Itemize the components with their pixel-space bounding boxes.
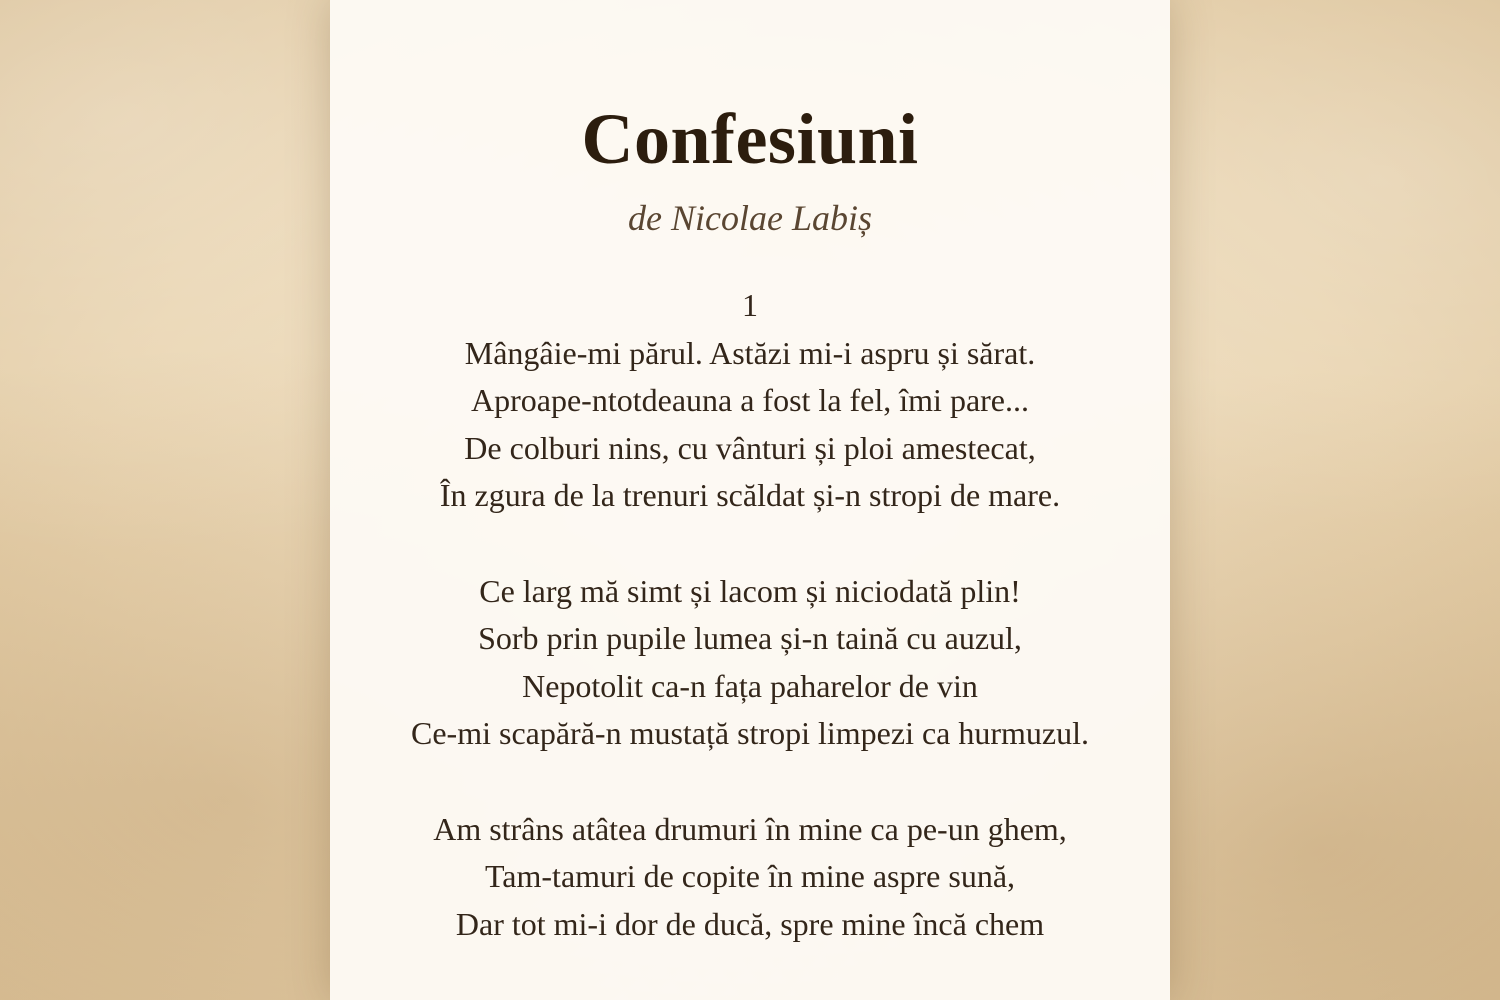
poem-body bbox=[330, 282, 1170, 948]
verse-line: Sorb prin pupile lumea și-n taină cu auzul, bbox=[478, 620, 1022, 657]
stanza-3 bbox=[330, 806, 1170, 949]
verse-line: Dar tot mi-i dor de ducă, spre mine încă chem bbox=[455, 905, 1045, 942]
poem-author: de Nicolae Labiș bbox=[628, 198, 872, 238]
verse-line: Ce larg mă simt și lacom și niciodată plin! bbox=[479, 572, 1021, 609]
stanza-1 bbox=[330, 330, 1170, 520]
verse-line: Mângâie-mi părul. Astăzi mi-i aspru și sărat. bbox=[464, 334, 1036, 371]
verse-line: În zgura de la trenuri scăldat și-n stropi de mare. bbox=[439, 477, 1061, 514]
stanza-2 bbox=[330, 568, 1170, 758]
section-number: 1 bbox=[742, 287, 758, 323]
poem-page bbox=[330, 0, 1170, 1000]
verse-line: Tam-tamuri de copite în mine aspre sună, bbox=[484, 858, 1016, 895]
poem-title: Confesiuni bbox=[581, 99, 919, 179]
verse-line: Ce-mi scapără-n mustață stropi limpezi ca hurmuzul. bbox=[411, 715, 1089, 752]
verse-line: Am strâns atâtea drumuri în mine ca pe-un ghem, bbox=[433, 810, 1067, 847]
verse-line: De colburi nins, cu vânturi și ploi amestecat, bbox=[464, 429, 1036, 466]
verse-line: Aproape-ntotdeauna a fost la fel, îmi pare... bbox=[471, 382, 1029, 419]
verse-line: Nepotolit ca-n fața paharelor de vin bbox=[522, 667, 978, 704]
